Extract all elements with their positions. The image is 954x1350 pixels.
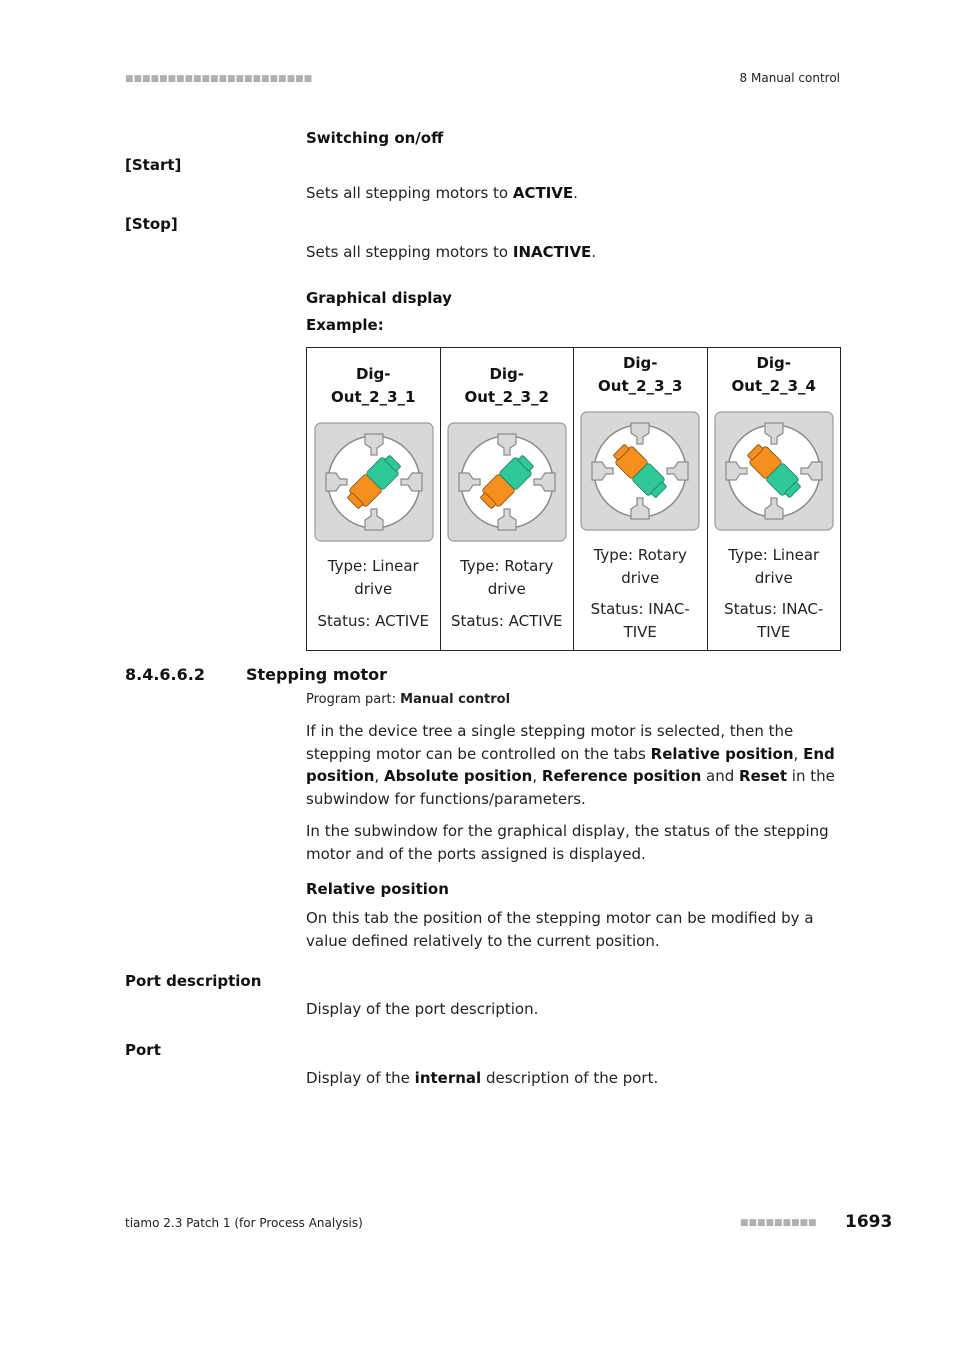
motor-name: Dig- Out_2_3_4 bbox=[731, 354, 816, 395]
stepping-motor-icon bbox=[447, 422, 567, 542]
section-number: 8.4.6.6.2 bbox=[125, 665, 205, 684]
stepping-motor-icon bbox=[714, 411, 834, 531]
footer-product: tiamo 2.3 Patch 1 (for Process Analysis) bbox=[125, 1216, 363, 1230]
motor-example-table bbox=[306, 347, 841, 651]
motor-name: Dig- Out_2_3_3 bbox=[598, 354, 683, 395]
start-term: [Start] bbox=[125, 156, 182, 174]
switching-heading: Switching on/off bbox=[306, 129, 444, 147]
footer-decor: ■■■■■■■■■ bbox=[740, 1218, 817, 1228]
motor-cell bbox=[574, 348, 708, 651]
motor-type: Type: Rotary drive bbox=[460, 557, 554, 598]
stepping-motor-icon bbox=[314, 422, 434, 542]
motor-cell bbox=[307, 348, 441, 651]
page-number: 1693 bbox=[845, 1212, 893, 1232]
motor-status: Status: ACTIVE bbox=[451, 612, 563, 630]
graphical-heading: Graphical display bbox=[306, 289, 452, 307]
stop-term: [Stop] bbox=[125, 215, 178, 233]
motor-status: Status: INAC- TIVE bbox=[590, 600, 690, 641]
motor-cell bbox=[707, 348, 841, 651]
motor-type: Type: Rotary drive bbox=[593, 546, 687, 587]
relative-position-description: On this tab the position of the stepping motor can be modified by a value defined relatively to the current position. bbox=[306, 909, 814, 950]
program-part: Program part: Manual control bbox=[306, 692, 511, 707]
motor-name: Dig- Out_2_3_2 bbox=[464, 365, 549, 406]
chapter-title: 8 Manual control bbox=[739, 71, 840, 85]
example-label: Example: bbox=[306, 316, 384, 334]
port-term: Port bbox=[125, 1041, 161, 1059]
stop-description: Sets all stepping motors to INACTIVE. bbox=[306, 243, 597, 261]
motor-type: Type: Linear drive bbox=[728, 546, 820, 587]
motor-status: Status: INAC- TIVE bbox=[724, 600, 824, 641]
motor-name: Dig- Out_2_3_1 bbox=[331, 365, 416, 406]
motor-type: Type: Linear drive bbox=[327, 557, 419, 598]
section-title: Stepping motor bbox=[246, 665, 388, 684]
port-description-term: Port description bbox=[125, 972, 262, 990]
port-text: Display of the internal description of the port. bbox=[306, 1069, 659, 1087]
port-description-text: Display of the port description. bbox=[306, 1000, 539, 1018]
header-decor: ■■■■■■■■■■■■■■■■■■■■■■ bbox=[125, 74, 313, 84]
display-paragraph: In the subwindow for the graphical display, the status of the stepping motor and of the ports assigned is displayed. bbox=[306, 822, 829, 863]
stepping-motor-icon bbox=[580, 411, 700, 531]
intro-paragraph: If in the device tree a single stepping motor is selected, then the stepping motor can be controlled on the tabs Relative position, End position, Absolute position, Reference position and Reset in the subwindow for functions/parameters. bbox=[306, 722, 835, 808]
start-description: Sets all stepping motors to ACTIVE. bbox=[306, 184, 578, 202]
motor-status: Status: ACTIVE bbox=[317, 612, 429, 630]
motor-cell bbox=[440, 348, 574, 651]
relative-position-heading: Relative position bbox=[306, 880, 449, 898]
